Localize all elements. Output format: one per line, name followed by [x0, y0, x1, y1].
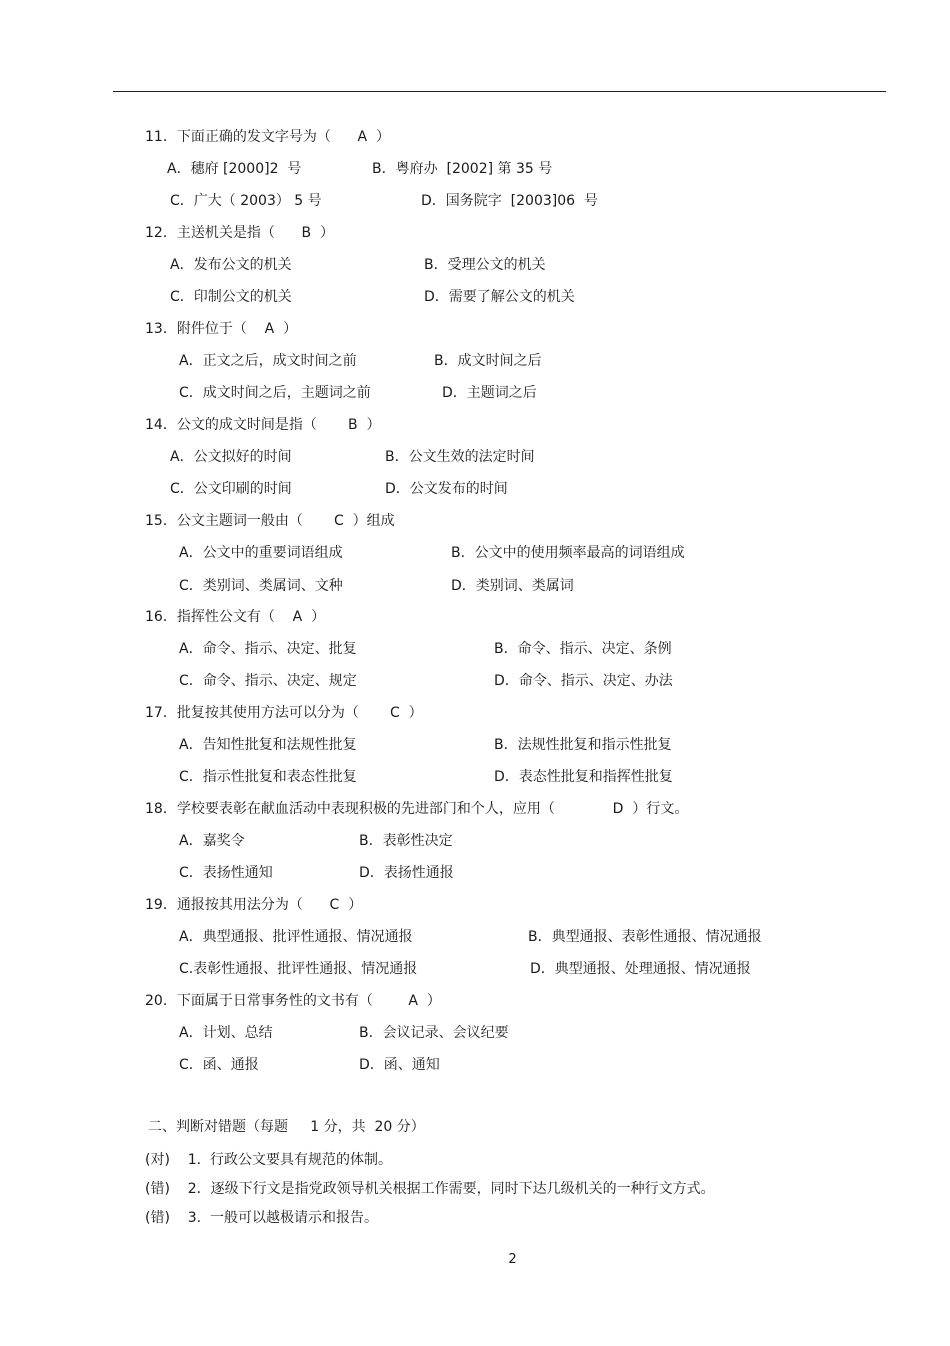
option: C．指示性批复和表态性批复: [179, 769, 357, 785]
option: A．发布公文的机关: [170, 257, 292, 273]
option: D．命令、指示、决定、办法: [494, 673, 673, 689]
question-stem: 20．下面属于日常事务性的文书有（ A ）: [145, 993, 441, 1009]
question-stem: 17．批复按其使用方法可以分为（ C ）: [145, 705, 423, 721]
option: A．命令、指示、决定、批复: [179, 641, 357, 657]
option: B．成文时间之后: [434, 353, 542, 369]
question-stem: 13．附件位于（ A ）: [145, 321, 298, 337]
question-stem: 16．指挥性公文有（ A ）: [145, 609, 326, 625]
option: A．典型通报、批评性通报、情况通报: [179, 929, 413, 945]
header-rule: [113, 91, 886, 92]
option: D．公文发布的时间: [385, 481, 508, 497]
option: C．函、通报: [179, 1057, 259, 1073]
option: A．穗府 [2000]2 号: [167, 161, 302, 177]
option: B．公文中的使用频率最高的词语组成: [451, 545, 685, 561]
option: A．告知性批复和法规性批复: [179, 737, 357, 753]
option: D．类别词、类属词: [451, 578, 574, 594]
option: C．公文印刷的时间: [170, 481, 292, 497]
question-stem: 14．公文的成文时间是指（ B ）: [145, 417, 381, 433]
option: A．计划、总结: [179, 1025, 273, 1041]
option: A．正文之后，成文时间之前: [179, 353, 357, 369]
option: B．命令、指示、决定、条例: [494, 641, 672, 657]
option: C．命令、指示、决定、规定: [179, 673, 357, 689]
option: C．类别词、类属词、文种: [179, 578, 343, 594]
option: D．需要了解公文的机关: [424, 289, 575, 305]
question-stem: 12．主送机关是指（ B ）: [145, 225, 335, 241]
option: B．粤府办 [2002] 第 35 号: [372, 161, 553, 177]
option: D．表态性批复和指挥性批复: [494, 769, 673, 785]
option: C．表扬性通知: [179, 865, 273, 881]
option: B．受理公文的机关: [424, 257, 546, 273]
option: A．嘉奖令: [179, 833, 245, 849]
option: C．广大（ 2003） 5 号: [170, 193, 322, 209]
option: D．表扬性通报: [359, 865, 454, 881]
option: D．主题词之后: [442, 385, 537, 401]
option: C.表彰性通报、批评性通报、情况通报: [179, 961, 418, 977]
question-stem: 15．公文主题词一般由（ C ）组成: [145, 513, 395, 529]
option: D．国务院字 [2003]06 号: [421, 193, 598, 209]
option: D．典型通报、处理通报、情况通报: [530, 961, 751, 977]
option: B．法规性批复和指示性批复: [494, 737, 672, 753]
option: A．公文拟好的时间: [170, 449, 292, 465]
question-stem: 18．学校要表彰在献血活动中表现积极的先进部门和个人，应用（ D ）行文。: [145, 801, 689, 817]
page-number: 2: [508, 1252, 517, 1267]
question-stem: 11．下面正确的发文字号为（ A ）: [145, 129, 390, 145]
section-heading: 二、判断对错题（每题 1 分，共 20 分）: [148, 1119, 425, 1135]
option: B．表彰性决定: [359, 833, 453, 849]
option: C．印制公文的机关: [170, 289, 292, 305]
option: A．公文中的重要词语组成: [179, 545, 343, 561]
option: C．成文时间之后，主题词之前: [179, 385, 371, 401]
question-stem: 19．通报按其用法分为（ C ）: [145, 897, 363, 913]
option: B．会议记录、会议纪要: [359, 1025, 509, 1041]
option: B．公文生效的法定时间: [385, 449, 535, 465]
judgement-item: (错) 3. 一般可以越极请示和报告。: [145, 1210, 378, 1226]
judgement-item: (错) 2．逐级下行文是指党政领导机关根据工作需要，同时下达几级机关的一种行文方式。: [145, 1181, 715, 1197]
option: D．函、通知: [359, 1057, 440, 1073]
judgement-item: (对) 1. 行政公文要具有规范的体制。: [145, 1152, 392, 1168]
option: B．典型通报、表彰性通报、情况通报: [528, 929, 762, 945]
